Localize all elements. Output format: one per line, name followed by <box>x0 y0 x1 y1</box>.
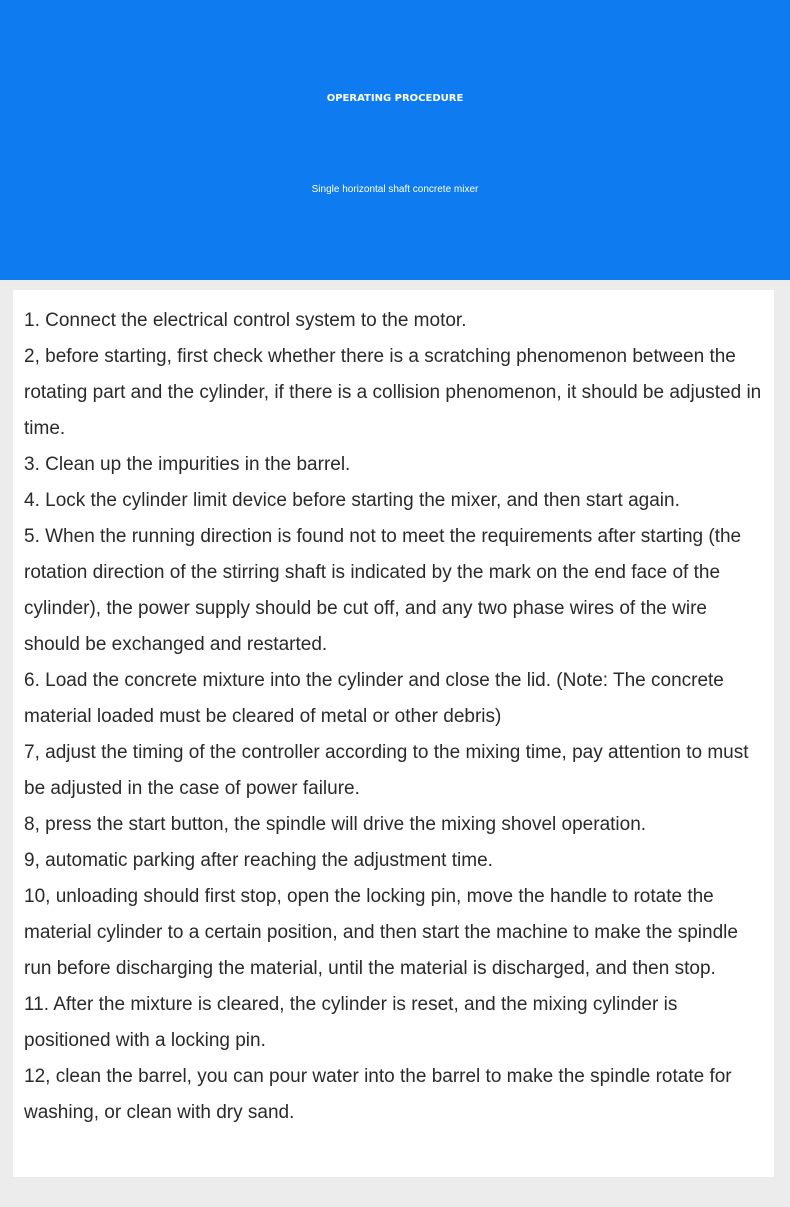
procedure-step-8: 8, press the start button, the spindle will drive the mixing shovel operation. <box>24 814 647 835</box>
page-title: OPERATING PROCEDURE <box>326 93 464 104</box>
procedure-panel <box>13 290 774 1177</box>
procedure-step-2: 2, before starting, first check whether there is a scratching phenomenon between the rotating part and the cylinder, if there is a collision phenomenon, it should be adjusted in time. <box>24 346 762 439</box>
procedure-step-11: 11. After the mixture is cleared, the cylinder is reset, and the mixing cylinder is positioned with a locking pin. <box>24 994 678 1051</box>
procedure-step-12: 12, clean the barrel, you can pour water into the barrel to make the spindle rotate for washing, or clean with dry sand. <box>24 1066 732 1123</box>
procedure-step-1: 1. Connect the electrical control system to the motor. <box>24 310 467 331</box>
header-banner <box>0 0 790 280</box>
procedure-step-10: 10, unloading should first stop, open the locking pin, move the handle to rotate the material cylinder to a certain position, and then start the machine to make the spindle run before discharging the material, until the material is discharged, and then stop. <box>24 886 738 979</box>
procedure-step-6: 6. Load the concrete mixture into the cylinder and close the lid. (Note: The concrete material loaded must be cleared of metal or other debris) <box>24 670 724 727</box>
procedure-step-9: 9, automatic parking after reaching the adjustment time. <box>24 850 493 871</box>
procedure-step-5: 5. When the running direction is found not to meet the requirements after starting (the rotation direction of the stirring shaft is indicated by the mark on the end face of the cylinder), the power supply should be cut off, and any two phase wires of the wire should be exchanged and restarted. <box>24 526 742 655</box>
procedure-step-3: 3. Clean up the impurities in the barrel. <box>24 454 351 475</box>
procedure-step-4: 4. Lock the cylinder limit device before starting the mixer, and then start again. <box>24 490 680 511</box>
page-subtitle: Single horizontal shaft concrete mixer <box>311 184 479 195</box>
procedure-steps <box>24 303 764 1131</box>
procedure-step-7: 7, adjust the timing of the controller according to the mixing time, pay attention to must be adjusted in the case of power failure. <box>24 742 749 799</box>
